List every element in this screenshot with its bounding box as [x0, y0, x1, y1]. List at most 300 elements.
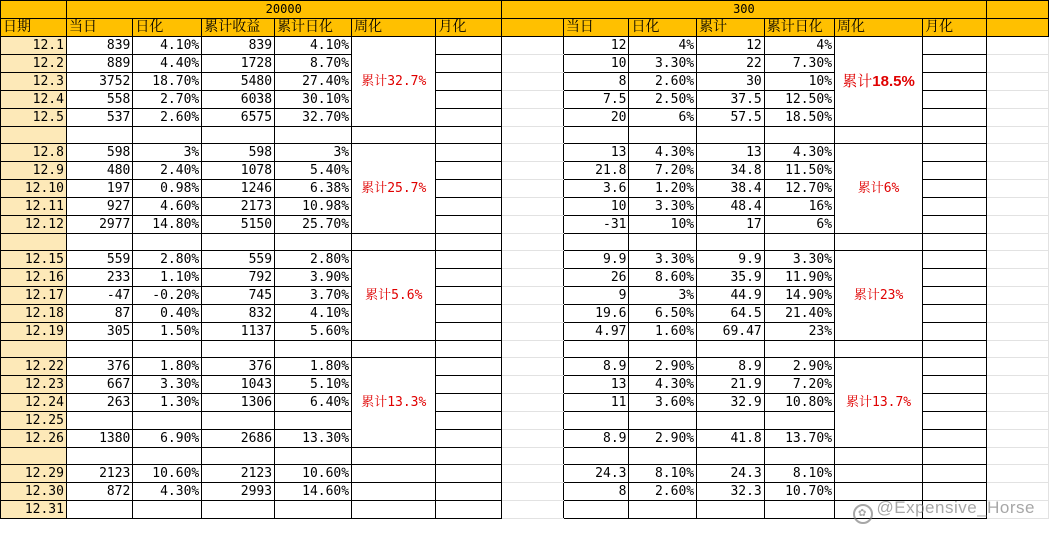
left-month-cell[interactable] [436, 448, 501, 465]
left-value-cell[interactable]: 2123 [202, 465, 275, 483]
left-value-cell[interactable]: 559 [66, 251, 132, 269]
left-month-cell[interactable] [436, 465, 501, 483]
right-week-summary[interactable] [835, 144, 923, 234]
right-value-cell[interactable]: 8 [563, 483, 629, 501]
trailing-cell[interactable] [987, 287, 1049, 305]
right-week-empty[interactable] [835, 127, 923, 144]
left-month-cell[interactable] [436, 73, 501, 91]
trailing-cell[interactable] [987, 144, 1049, 162]
right-value-cell[interactable]: 8.9 [563, 430, 629, 448]
trailing-cell[interactable] [987, 448, 1049, 465]
left-value-cell[interactable]: 8.70% [275, 55, 352, 73]
right-value-cell[interactable]: 30 [697, 73, 765, 91]
right-month-cell[interactable] [923, 180, 987, 198]
date-cell[interactable]: 12.2 [1, 55, 67, 73]
right-value-cell[interactable]: 10% [629, 216, 697, 234]
right-month-cell[interactable] [923, 162, 987, 180]
right-value-cell[interactable]: 9.9 [697, 251, 765, 269]
left-value-cell[interactable]: 18.70% [133, 73, 202, 91]
right-value-cell[interactable] [764, 448, 834, 465]
left-value-cell[interactable]: 376 [66, 358, 132, 376]
left-value-cell[interactable]: 3% [275, 144, 352, 162]
right-month-cell[interactable] [923, 341, 987, 358]
right-value-cell[interactable]: 7.5 [563, 91, 629, 109]
right-month-cell[interactable] [923, 251, 987, 269]
date-cell[interactable]: 12.5 [1, 109, 67, 127]
left-value-cell[interactable]: 30.10% [275, 91, 352, 109]
right-value-cell[interactable]: 69.47 [697, 323, 765, 341]
right-value-cell[interactable]: 21.8 [563, 162, 629, 180]
left-value-cell[interactable]: 25.70% [275, 216, 352, 234]
right-value-cell[interactable] [697, 412, 765, 430]
right-value-cell[interactable]: 32.3 [697, 483, 765, 501]
left-value-cell[interactable]: 1078 [202, 162, 275, 180]
left-value-cell[interactable]: 0.40% [133, 305, 202, 323]
left-week-empty[interactable] [352, 448, 436, 465]
gap-cell[interactable] [501, 394, 563, 412]
date-cell[interactable]: 12.1 [1, 37, 67, 55]
gap-cell[interactable] [501, 216, 563, 234]
gap-cell[interactable] [501, 376, 563, 394]
right-value-cell[interactable] [629, 234, 697, 251]
left-value-cell[interactable]: 1.80% [133, 358, 202, 376]
left-value-cell[interactable] [66, 234, 132, 251]
date-cell[interactable]: 12.26 [1, 430, 67, 448]
left-value-cell[interactable]: 598 [202, 144, 275, 162]
right-value-cell[interactable]: 10.70% [764, 483, 834, 501]
right-value-cell[interactable]: 13.70% [764, 430, 834, 448]
date-cell[interactable]: 12.4 [1, 91, 67, 109]
column-header-right[interactable]: 累计日化 [764, 19, 834, 37]
group-header-right[interactable]: 300 [501, 1, 987, 19]
left-value-cell[interactable]: 839 [202, 37, 275, 55]
column-header-left[interactable]: 月化 [436, 19, 501, 37]
left-value-cell[interactable]: 5.40% [275, 162, 352, 180]
left-value-cell[interactable]: 598 [66, 144, 132, 162]
left-value-cell[interactable] [275, 341, 352, 358]
right-value-cell[interactable]: 4.30% [764, 144, 834, 162]
gap-cell[interactable] [501, 55, 563, 73]
right-value-cell[interactable]: 8 [563, 73, 629, 91]
trailing-cell[interactable] [987, 465, 1049, 483]
date-cell[interactable]: 12.8 [1, 144, 67, 162]
right-value-cell[interactable]: 7.30% [764, 55, 834, 73]
left-value-cell[interactable] [202, 127, 275, 144]
right-month-cell[interactable] [923, 465, 987, 483]
right-month-cell[interactable] [923, 55, 987, 73]
date-cell[interactable] [1, 341, 67, 358]
left-value-cell[interactable]: 832 [202, 305, 275, 323]
right-week-empty[interactable] [835, 465, 923, 483]
date-cell[interactable]: 12.18 [1, 305, 67, 323]
header-trailing-cell[interactable] [987, 1, 1049, 19]
gap-cell[interactable] [501, 341, 563, 358]
left-value-cell[interactable]: 1246 [202, 180, 275, 198]
column-header-right[interactable]: 当日 [563, 19, 629, 37]
right-value-cell[interactable] [563, 127, 629, 144]
left-value-cell[interactable] [202, 341, 275, 358]
date-cell[interactable] [1, 448, 67, 465]
column-header-right[interactable]: 日化 [629, 19, 697, 37]
left-value-cell[interactable]: 3.30% [133, 376, 202, 394]
gap-cell[interactable] [501, 127, 563, 144]
left-month-cell[interactable] [436, 55, 501, 73]
right-value-cell[interactable]: 4.97 [563, 323, 629, 341]
left-month-cell[interactable] [436, 287, 501, 305]
right-month-cell[interactable] [923, 198, 987, 216]
date-cell[interactable]: 12.12 [1, 216, 67, 234]
left-month-cell[interactable] [436, 305, 501, 323]
left-week-summary[interactable]: 累计5.6% [352, 251, 436, 341]
trailing-cell[interactable] [987, 180, 1049, 198]
left-month-cell[interactable] [436, 269, 501, 287]
right-value-cell[interactable]: 8.9 [563, 358, 629, 376]
right-week-summary[interactable] [835, 358, 923, 448]
date-cell[interactable]: 12.22 [1, 358, 67, 376]
right-value-cell[interactable]: 3.60% [629, 394, 697, 412]
right-month-cell[interactable] [923, 144, 987, 162]
left-month-cell[interactable] [436, 376, 501, 394]
left-week-empty[interactable] [352, 483, 436, 501]
right-value-cell[interactable]: 38.4 [697, 180, 765, 198]
right-value-cell[interactable] [764, 127, 834, 144]
left-value-cell[interactable]: 5.10% [275, 376, 352, 394]
left-week-empty[interactable] [352, 501, 436, 519]
right-value-cell[interactable]: 7.20% [629, 162, 697, 180]
left-value-cell[interactable]: 1306 [202, 394, 275, 412]
left-week-empty[interactable] [352, 465, 436, 483]
left-value-cell[interactable]: 233 [66, 269, 132, 287]
right-value-cell[interactable]: 41.8 [697, 430, 765, 448]
right-value-cell[interactable] [563, 448, 629, 465]
right-value-cell[interactable] [764, 341, 834, 358]
right-value-cell[interactable]: 6% [629, 109, 697, 127]
date-cell[interactable]: 12.30 [1, 483, 67, 501]
date-cell[interactable] [1, 127, 67, 144]
left-value-cell[interactable]: 87 [66, 305, 132, 323]
right-month-cell[interactable] [923, 305, 987, 323]
left-value-cell[interactable]: 3.70% [275, 287, 352, 305]
right-value-cell[interactable]: 32.9 [697, 394, 765, 412]
date-cell[interactable]: 12.19 [1, 323, 67, 341]
right-value-cell[interactable]: 3.30% [629, 55, 697, 73]
right-value-cell[interactable]: 3.30% [764, 251, 834, 269]
left-value-cell[interactable] [133, 448, 202, 465]
left-value-cell[interactable]: 0.98% [133, 180, 202, 198]
left-month-cell[interactable] [436, 341, 501, 358]
left-value-cell[interactable]: 14.60% [275, 483, 352, 501]
left-month-cell[interactable] [436, 394, 501, 412]
right-value-cell[interactable]: 57.5 [697, 109, 765, 127]
left-value-cell[interactable]: 2.60% [133, 109, 202, 127]
left-month-cell[interactable] [436, 198, 501, 216]
right-value-cell[interactable]: 11.90% [764, 269, 834, 287]
trailing-cell[interactable] [987, 55, 1049, 73]
left-month-cell[interactable] [436, 144, 501, 162]
right-value-cell[interactable] [629, 448, 697, 465]
left-value-cell[interactable]: 4.10% [275, 37, 352, 55]
left-value-cell[interactable]: 13.30% [275, 430, 352, 448]
left-value-cell[interactable]: 559 [202, 251, 275, 269]
left-value-cell[interactable]: 2977 [66, 216, 132, 234]
right-value-cell[interactable]: 3.30% [629, 198, 697, 216]
date-cell[interactable]: 12.17 [1, 287, 67, 305]
left-value-cell[interactable]: 10.60% [275, 465, 352, 483]
left-value-cell[interactable]: 6.38% [275, 180, 352, 198]
left-value-cell[interactable]: 3% [133, 144, 202, 162]
trailing-cell[interactable] [987, 269, 1049, 287]
date-cell[interactable]: 12.10 [1, 180, 67, 198]
left-month-cell[interactable] [436, 358, 501, 376]
left-value-cell[interactable]: 263 [66, 394, 132, 412]
left-value-cell[interactable] [133, 234, 202, 251]
right-value-cell[interactable]: 13 [563, 376, 629, 394]
left-value-cell[interactable]: 1.30% [133, 394, 202, 412]
left-value-cell[interactable]: 305 [66, 323, 132, 341]
header-trailing-cell[interactable] [987, 19, 1049, 37]
right-month-cell[interactable] [923, 73, 987, 91]
left-month-cell[interactable] [436, 162, 501, 180]
right-value-cell[interactable]: 4.30% [629, 144, 697, 162]
right-week-summary[interactable] [835, 251, 923, 341]
right-value-cell[interactable]: 10.80% [764, 394, 834, 412]
left-week-empty[interactable] [352, 341, 436, 358]
right-value-cell[interactable]: 8.10% [764, 465, 834, 483]
left-value-cell[interactable] [66, 341, 132, 358]
right-value-cell[interactable]: 37.5 [697, 91, 765, 109]
left-value-cell[interactable]: 10.60% [133, 465, 202, 483]
right-month-cell[interactable] [923, 358, 987, 376]
gap-cell[interactable] [501, 162, 563, 180]
left-value-cell[interactable] [202, 448, 275, 465]
gap-cell[interactable] [501, 37, 563, 55]
right-value-cell[interactable]: 12.50% [764, 91, 834, 109]
right-week-empty[interactable] [835, 341, 923, 358]
right-value-cell[interactable]: 44.9 [697, 287, 765, 305]
left-month-cell[interactable] [436, 180, 501, 198]
right-value-cell[interactable]: 11.50% [764, 162, 834, 180]
left-week-summary[interactable]: 累计25.7% [352, 144, 436, 234]
date-cell[interactable]: 12.3 [1, 73, 67, 91]
gap-cell[interactable] [501, 269, 563, 287]
left-value-cell[interactable]: 839 [66, 37, 132, 55]
right-value-cell[interactable]: 2.60% [629, 483, 697, 501]
trailing-cell[interactable] [987, 305, 1049, 323]
left-value-cell[interactable]: 5480 [202, 73, 275, 91]
left-month-cell[interactable] [436, 37, 501, 55]
column-header-left[interactable]: 累计日化 [275, 19, 352, 37]
group-header-left[interactable]: 20000 [66, 1, 501, 19]
right-value-cell[interactable]: 11 [563, 394, 629, 412]
left-value-cell[interactable]: 1728 [202, 55, 275, 73]
trailing-cell[interactable] [987, 109, 1049, 127]
left-value-cell[interactable]: 4.10% [275, 305, 352, 323]
left-value-cell[interactable] [133, 412, 202, 430]
left-value-cell[interactable] [202, 501, 275, 519]
left-value-cell[interactable] [275, 234, 352, 251]
header-blank-cell[interactable] [1, 1, 67, 19]
right-month-cell[interactable] [923, 394, 987, 412]
left-value-cell[interactable] [275, 127, 352, 144]
left-value-cell[interactable]: 376 [202, 358, 275, 376]
gap-cell[interactable] [501, 430, 563, 448]
right-value-cell[interactable]: 21.9 [697, 376, 765, 394]
left-value-cell[interactable]: 5.60% [275, 323, 352, 341]
left-value-cell[interactable]: 2173 [202, 198, 275, 216]
right-value-cell[interactable]: 22 [697, 55, 765, 73]
left-week-empty[interactable] [352, 234, 436, 251]
gap-cell[interactable] [501, 412, 563, 430]
gap-cell[interactable] [501, 323, 563, 341]
left-value-cell[interactable]: 745 [202, 287, 275, 305]
left-value-cell[interactable]: -47 [66, 287, 132, 305]
left-week-empty[interactable] [352, 127, 436, 144]
right-value-cell[interactable] [764, 234, 834, 251]
right-value-cell[interactable]: 8.60% [629, 269, 697, 287]
trailing-cell[interactable] [987, 323, 1049, 341]
right-value-cell[interactable]: 10% [764, 73, 834, 91]
left-value-cell[interactable]: 4.60% [133, 198, 202, 216]
date-cell[interactable]: 12.29 [1, 465, 67, 483]
left-value-cell[interactable] [133, 501, 202, 519]
right-value-cell[interactable]: 24.3 [563, 465, 629, 483]
right-month-cell[interactable] [923, 109, 987, 127]
right-value-cell[interactable] [563, 341, 629, 358]
trailing-cell[interactable] [987, 198, 1049, 216]
right-month-cell[interactable] [923, 234, 987, 251]
right-value-cell[interactable]: 17 [697, 216, 765, 234]
right-value-cell[interactable]: 48.4 [697, 198, 765, 216]
left-value-cell[interactable] [275, 412, 352, 430]
left-value-cell[interactable] [66, 127, 132, 144]
right-value-cell[interactable] [563, 412, 629, 430]
left-value-cell[interactable]: 4.10% [133, 37, 202, 55]
left-value-cell[interactable]: 1380 [66, 430, 132, 448]
column-header-left[interactable]: 当日 [66, 19, 132, 37]
left-value-cell[interactable]: 480 [66, 162, 132, 180]
gap-cell[interactable] [501, 198, 563, 216]
right-value-cell[interactable]: 2.90% [764, 358, 834, 376]
right-value-cell[interactable]: 12.70% [764, 180, 834, 198]
trailing-cell[interactable] [987, 358, 1049, 376]
right-value-cell[interactable]: 12 [563, 37, 629, 55]
gap-cell[interactable] [501, 73, 563, 91]
left-value-cell[interactable]: -0.20% [133, 287, 202, 305]
left-week-summary[interactable]: 累计32.7% [352, 37, 436, 127]
left-value-cell[interactable]: 1.10% [133, 269, 202, 287]
trailing-cell[interactable] [987, 37, 1049, 55]
left-value-cell[interactable]: 1.50% [133, 323, 202, 341]
gap-cell[interactable] [501, 180, 563, 198]
left-month-cell[interactable] [436, 216, 501, 234]
left-value-cell[interactable]: 4.30% [133, 483, 202, 501]
right-month-cell[interactable] [923, 216, 987, 234]
right-month-cell[interactable] [923, 127, 987, 144]
date-cell[interactable]: 12.24 [1, 394, 67, 412]
right-month-cell[interactable] [923, 448, 987, 465]
right-value-cell[interactable]: 9.9 [563, 251, 629, 269]
gap-cell[interactable] [501, 448, 563, 465]
column-header-left[interactable]: 累计收益 [202, 19, 275, 37]
right-value-cell[interactable]: 12 [697, 37, 765, 55]
gap-cell[interactable] [501, 144, 563, 162]
left-value-cell[interactable] [133, 127, 202, 144]
left-value-cell[interactable] [202, 234, 275, 251]
gap-cell[interactable] [501, 305, 563, 323]
trailing-cell[interactable] [987, 251, 1049, 269]
left-month-cell[interactable] [436, 412, 501, 430]
right-value-cell[interactable]: 18.50% [764, 109, 834, 127]
right-month-cell[interactable] [923, 91, 987, 109]
right-value-cell[interactable] [764, 501, 834, 519]
right-value-cell[interactable]: 1.20% [629, 180, 697, 198]
right-value-cell[interactable]: 9 [563, 287, 629, 305]
trailing-cell[interactable] [987, 234, 1049, 251]
right-value-cell[interactable] [764, 412, 834, 430]
trailing-cell[interactable] [987, 91, 1049, 109]
left-value-cell[interactable]: 2.80% [133, 251, 202, 269]
date-cell[interactable]: 12.15 [1, 251, 67, 269]
trailing-cell[interactable] [987, 341, 1049, 358]
right-value-cell[interactable]: 34.8 [697, 162, 765, 180]
left-value-cell[interactable]: 2123 [66, 465, 132, 483]
left-value-cell[interactable]: 5150 [202, 216, 275, 234]
right-week-empty[interactable] [835, 448, 923, 465]
left-value-cell[interactable]: 6.90% [133, 430, 202, 448]
left-value-cell[interactable]: 10.98% [275, 198, 352, 216]
right-week-empty[interactable] [835, 234, 923, 251]
left-month-cell[interactable] [436, 323, 501, 341]
right-value-cell[interactable]: 1.60% [629, 323, 697, 341]
gap-cell[interactable] [501, 91, 563, 109]
right-month-cell[interactable] [923, 430, 987, 448]
left-value-cell[interactable]: 1137 [202, 323, 275, 341]
trailing-cell[interactable] [987, 394, 1049, 412]
right-value-cell[interactable]: 14.90% [764, 287, 834, 305]
left-value-cell[interactable] [66, 448, 132, 465]
right-value-cell[interactable]: 64.5 [697, 305, 765, 323]
left-value-cell[interactable]: 3752 [66, 73, 132, 91]
left-value-cell[interactable]: 2686 [202, 430, 275, 448]
right-value-cell[interactable]: 7.20% [764, 376, 834, 394]
right-value-cell[interactable]: 4% [764, 37, 834, 55]
left-value-cell[interactable]: 32.70% [275, 109, 352, 127]
left-value-cell[interactable]: 6.40% [275, 394, 352, 412]
trailing-cell[interactable] [987, 162, 1049, 180]
right-value-cell[interactable]: 23% [764, 323, 834, 341]
right-value-cell[interactable]: 21.40% [764, 305, 834, 323]
right-value-cell[interactable] [697, 341, 765, 358]
column-header-right[interactable]: 累计 [697, 19, 765, 37]
right-value-cell[interactable] [563, 234, 629, 251]
right-value-cell[interactable]: 20 [563, 109, 629, 127]
column-header-right[interactable]: 周化 [835, 19, 923, 37]
left-value-cell[interactable]: 2993 [202, 483, 275, 501]
gap-cell[interactable] [501, 234, 563, 251]
date-cell[interactable] [1, 234, 67, 251]
right-value-cell[interactable]: 3% [629, 287, 697, 305]
right-value-cell[interactable]: 3.6 [563, 180, 629, 198]
right-value-cell[interactable]: 8.10% [629, 465, 697, 483]
left-value-cell[interactable] [66, 501, 132, 519]
gap-cell[interactable] [501, 483, 563, 501]
left-value-cell[interactable]: 889 [66, 55, 132, 73]
right-value-cell[interactable]: 6% [764, 216, 834, 234]
column-header-left[interactable]: 日期 [1, 19, 67, 37]
date-cell[interactable]: 12.11 [1, 198, 67, 216]
right-value-cell[interactable]: 10 [563, 55, 629, 73]
left-month-cell[interactable] [436, 109, 501, 127]
